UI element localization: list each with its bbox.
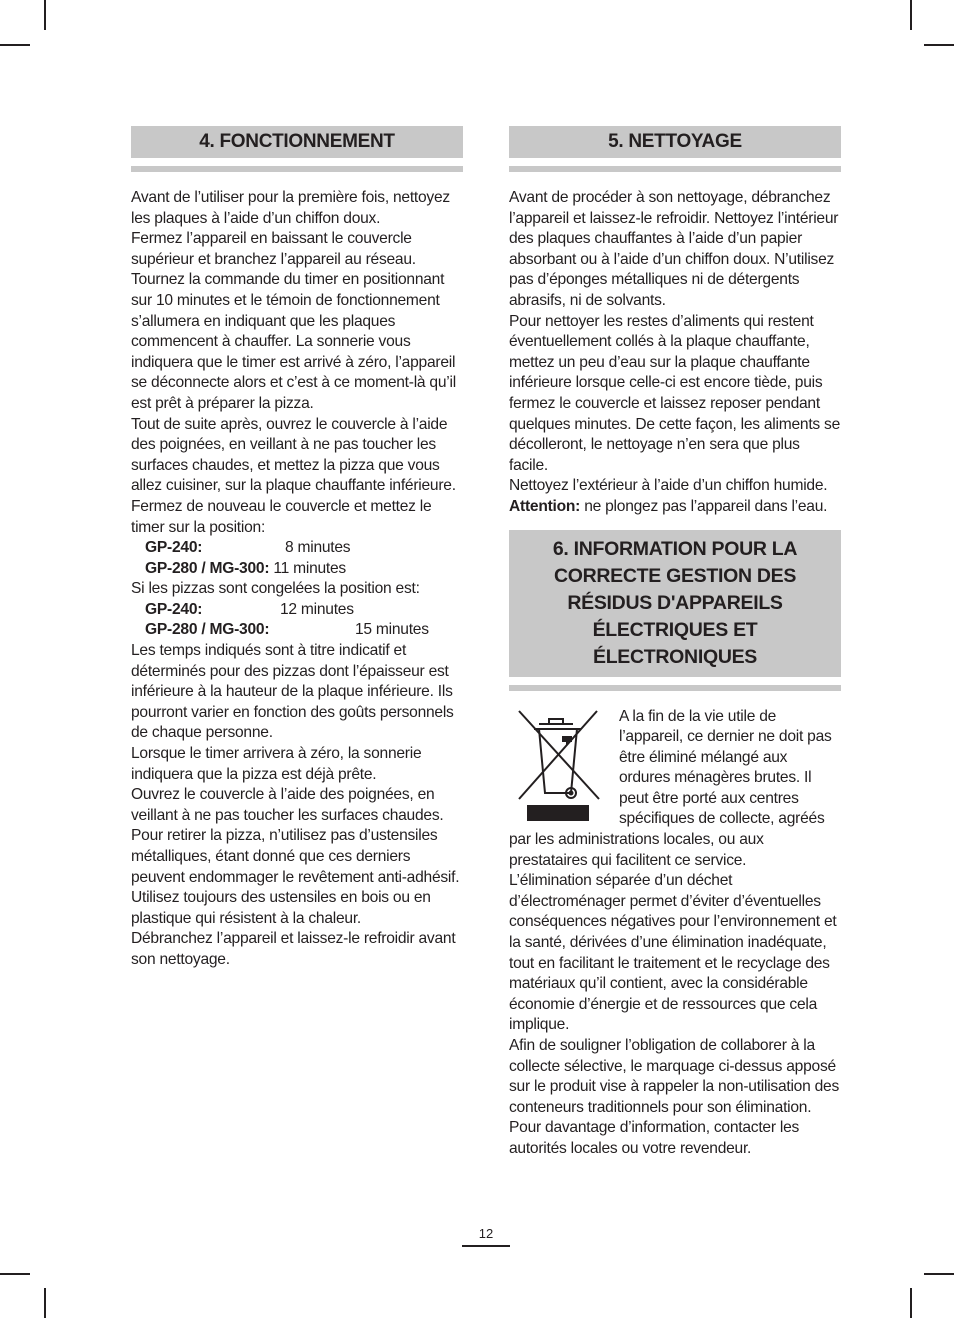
paragraph: Tout de suite après, ouvrez le couvercle à l’aide des poignées, en veillant à ne pas toucher les surfaces chaudes, et mettez la pizza que vous allez cuisiner, sur la plaque chauffante inférieure. (131, 415, 456, 495)
attention-text: ne plongez pas l’appareil dans l’eau. (580, 497, 828, 515)
crop-mark (44, 0, 46, 30)
crop-mark (910, 1288, 912, 1318)
time-value: 12 minutes (280, 600, 354, 618)
paragraph: Afin de souligner l’obligation de collaborer à la collecte sélective, le marquage ci-dessus apposé sur le produit vise à rappeler la non-utilisation des conteneurs traditionnels pour son élimination. (509, 1037, 840, 1116)
paragraph: L’élimination séparée d’un déchet d’électroménager permet d’éviter d’éventuelles conséquences négatives pour l’environnement et la santé, dérivées d’une élimination inadéquate, tout en facilitant le traitement et le recyclage des matériaux qu’il contient, avec la considérable économie d’énergie et de ressources que cela implique. (509, 872, 837, 1034)
section-5-body (509, 188, 841, 518)
section-6-body (509, 707, 841, 1160)
paragraph: Débranchez l’appareil et laissez-le refroidir avant son nettoyage. (131, 930, 456, 968)
crop-mark (910, 0, 912, 30)
time-value: 11 minutes (273, 559, 346, 577)
section-rule (131, 166, 463, 172)
right-column (509, 126, 841, 1160)
paragraph: Les temps indiqués sont à titre indicatif et déterminés pour des pizzas dont l’épaisseur est inférieure à la hauteur de la plaque inférieure. Ils pourront varier en fonction des goûts personnels de chaque personne. (131, 642, 454, 742)
paragraph: Nettoyez l’extérieur à l’aide d’un chiffon humide. (509, 477, 828, 495)
paragraph: Pour nettoyer les restes d’aliments qui restent éventuellement collés à la plaque chauffante, mettez un peu d’eau sur la plaque chauffante inférieure lorsque celle-ci est encore tiède, puis fermez le couvercle et laissez reposer pendant quelques minutes. De cette façon, les aliments se décolleront, le nettoyage n’en sera que plus facile. (509, 312, 840, 474)
section-rule (509, 166, 841, 172)
paragraph: Avant de procéder à son nettoyage, débranchez l’appareil et laissez-le refroidir. Nettoyez l’intérieur des plaques chauffantes à l’aide d’un papier absorbant ou à l’aide d’un chiffon doux. N’utilisez pas d’éponges métalliques ni de détergents abrasifs, ni de solvants. (509, 189, 839, 309)
model-label: GP-240: (145, 600, 203, 618)
crop-mark (0, 44, 30, 46)
paragraph: Pour davantage d’information, contacter les autorités locales ou votre revendeur. (509, 1119, 800, 1157)
attention-note (509, 497, 841, 518)
paragraph: Ouvrez le couvercle à l’aide des poignées, en veillant à ne pas toucher les surfaces chaudes. Pour retirer la pizza, n’utilisez pas d’ustensiles métalliques, étant donné que ces derniers peuvent endommager le revêtement anti-adhésif. Utilisez toujours des ustensiles en bois ou en plastique qui résistent à la chaleur. (131, 786, 460, 927)
crop-mark (924, 1273, 954, 1275)
paragraph: A la fin de la vie utile de l’appareil, ce dernier ne doit pas être éliminé mélangé aux ordures ménagères brutes. Il peut être porté aux centres spécifiques de collecte, agréés par les administrations locales, ou aux prestataires qui facilitent ce service. (509, 707, 832, 869)
section-nettoyage (509, 126, 841, 518)
section-fonctionnement (131, 126, 463, 971)
crossed-out-wheeled-bin-icon (509, 709, 607, 827)
timer-row (131, 620, 463, 641)
crop-mark (924, 44, 954, 46)
paragraph: Avant de l’utiliser pour la première fois, nettoyez les plaques à l’aide d’un chiffon doux. (131, 189, 450, 227)
section-4-body (131, 188, 463, 971)
model-label: GP-280 / MG-300: (145, 559, 270, 577)
crop-mark (44, 1288, 46, 1318)
section-6-title: 6. INFORMATION POUR LA CORRECTE GESTION DES RÉSIDUS D'APPAREILS ÉLECTRIQUES ET ÉLECTRONIQUES (509, 530, 841, 677)
timer-row (131, 600, 463, 621)
section-5-title: 5. NETTOYAGE (509, 126, 841, 158)
timer-row (131, 538, 463, 559)
section-4-title: 4. FONCTIONNEMENT (131, 126, 463, 158)
crop-mark (0, 1273, 30, 1275)
paragraph: Fermez de nouveau le couvercle et mettez le timer sur la position: (131, 497, 432, 536)
section-weee (509, 530, 841, 1160)
page-number-rule (462, 1245, 510, 1247)
attention-label: Attention: (509, 497, 581, 515)
timer-row (131, 559, 463, 580)
time-value: 15 minutes (355, 621, 429, 639)
page-number: 12 (478, 1226, 494, 1241)
time-value: 8 minutes (285, 539, 351, 557)
model-label: GP-240: (145, 539, 203, 557)
paragraph: Fermez l’appareil en baissant le couvercle supérieur et branchez l’appareil au réseau. Tournez la commande du timer en positionnant sur 10 minutes et le témoin de fonctionnement s’allumera en indiquant que les plaques commencent à chauffer. La sonnerie vous indiquera que le timer est arrivé à zéro, l’appareil se déconnecte alors et c’est à ce moment-là qu’il est prêt à préparer la pizza. (131, 230, 456, 412)
paragraph: Si les pizzas sont congelées la position est: (131, 580, 420, 598)
section-rule (509, 685, 841, 691)
paragraph: Lorsque le timer arrivera à zéro, la sonnerie indiquera que la pizza est déjà prête. (131, 745, 422, 783)
model-label: GP-280 / MG-300: (145, 621, 270, 639)
